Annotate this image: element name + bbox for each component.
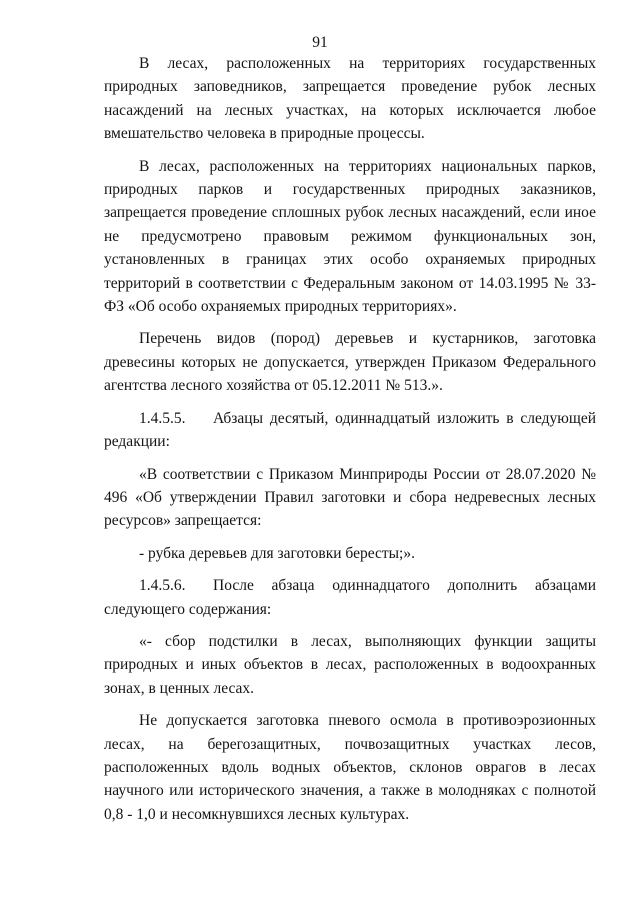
section-number: 1.4.5.6. xyxy=(139,577,186,595)
quote-paragraph-order-496: «В соответствии с Приказом Минприроды России от 28.07.2020 № 496 «Об утверждении Правил заготовки и сбора недревесных лесных ресурсов» запрещается: xyxy=(104,465,596,530)
quote-paragraph-stump-resin: Не допускается заготовка пневого осмола в противоэрозионных лесах, на берегозащитных, почвозащитных участках лесов, расположенных вдоль водных объектов, склонов оврагов в лесах научного или исторического значения, а также в молодняках с полнотой 0,8 - 1,0 и несомкнувшихся лесных культурах. xyxy=(104,712,596,823)
section-text: Абзацы десятый, одиннадцатый изложить в следующей редакции: xyxy=(104,409,596,451)
section-1-4-5-6 xyxy=(104,574,596,621)
quote-paragraph-litter-collection: «- сбор подстилки в лесах, выполняющих функции защиты природных и иных объектов в лесах, расположенных в водоохранных зонах, в ценных лесах. xyxy=(104,632,596,697)
section-text: После абзаца одиннадцатого дополнить абзацами следующего содержания: xyxy=(104,577,596,618)
paragraph-national-parks: В лесах, расположенных на территориях национальных парков, природных парков и государственных природных заказников, запрещается проведение сплошных рубок лесных насаждений, если иное не предусмотрено правовым режимом функциональных зон, установленных в границах этих особо охраняемых природных территорий в соответствии с Федеральным законом от 14.03.1995 № 33-ФЗ «Об особо охраняемых природных территориях». xyxy=(104,157,596,316)
paragraph-nature-reserves: В лесах, расположенных на территориях государственных природных заповедников, запрещается проведение рубок лесных насаждений на лесных участках, на которых исключается любое вмешательство человека в природные процессы. xyxy=(104,55,596,143)
section-1-4-5-5 xyxy=(104,407,596,454)
document-body xyxy=(104,52,596,826)
quote-paragraph-birch-bark: - рубка деревьев для заготовки бересты;». xyxy=(139,544,415,562)
page-number: 91 xyxy=(312,34,328,51)
paragraph-tree-species-list: Перечень видов (пород) деревьев и кустарников, заготовка древесины которых не допускается, утвержден Приказом Федерального агентства лесного хозяйства от 05.12.2011 № 513.». xyxy=(104,330,596,395)
section-number: 1.4.5.5. xyxy=(139,409,186,427)
